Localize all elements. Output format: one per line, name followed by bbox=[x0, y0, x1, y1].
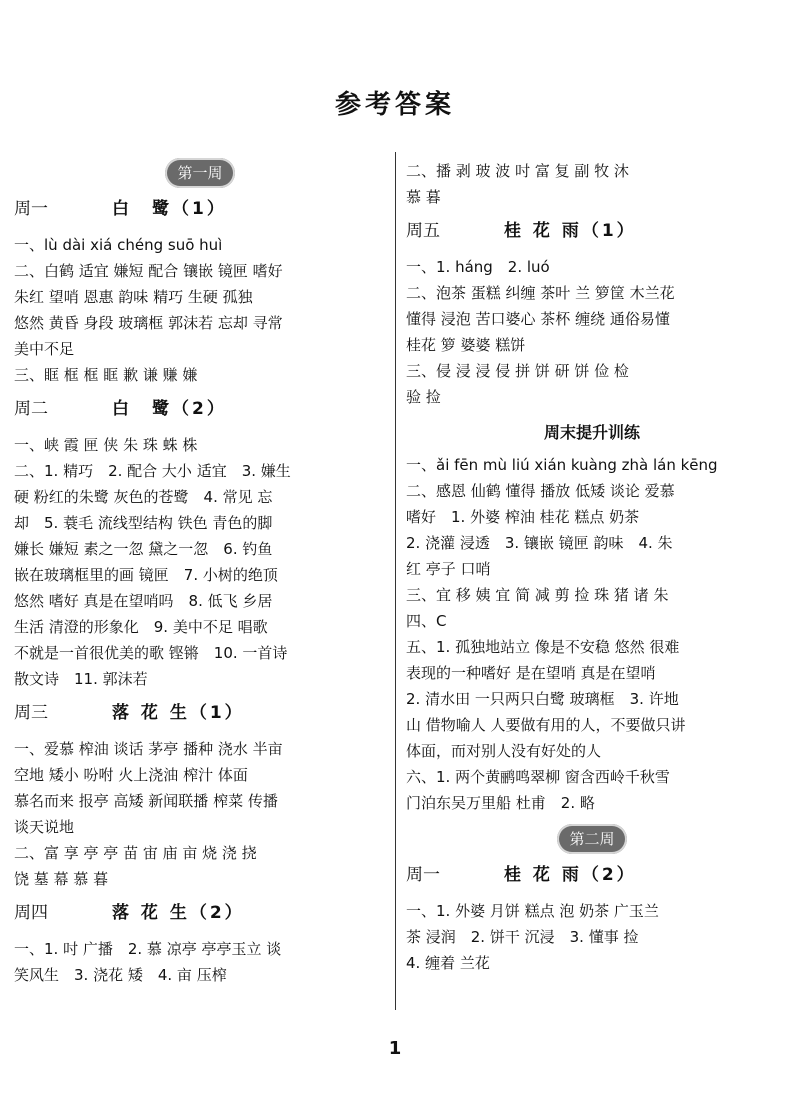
answer-line: 一、峡 霞 匣 侠 朱 珠 蛛 株 bbox=[14, 436, 198, 454]
answer-line: 桂花 箩 婆婆 糕饼 bbox=[406, 336, 526, 354]
answer-line: 一、1. 外婆 月饼 糕点 泡 奶茶 广玉兰 bbox=[406, 902, 659, 920]
answer-line: 慕名而来 报亭 高矮 新闻联播 榨菜 传播 bbox=[14, 792, 278, 810]
answer-line: 硬 粉红的朱鹭 灰色的苍鹭 4. 常见 忘 bbox=[14, 488, 273, 506]
weekend-training-title: 周末提升训练 bbox=[543, 423, 640, 442]
answer-line: 二、感恩 仙鹤 懂得 播放 低矮 谈论 爱慕 bbox=[406, 482, 675, 500]
answer-line: 五、1. 孤独地站立 像是不安稳 悠然 很难 bbox=[406, 638, 680, 656]
answer-line: 一、lù dài xiá chéng suō huì bbox=[14, 236, 223, 254]
week-badge: 第二周 bbox=[557, 824, 627, 854]
lesson-title: 桂 花 雨（2） bbox=[504, 865, 637, 885]
page-number: 1 bbox=[388, 1038, 402, 1059]
answer-line: 悠然 黄昏 身段 玻璃框 郭沫若 忘却 寻常 bbox=[14, 314, 283, 332]
answer-line: 门泊东吴万里船 杜甫 2. 略 bbox=[406, 794, 595, 812]
answer-line: 美中不足 bbox=[14, 340, 75, 358]
answer-line: 嵌在玻璃框里的画 镜匣 7. 小树的绝顶 bbox=[14, 566, 278, 584]
answer-line: 慕 暮 bbox=[406, 188, 441, 206]
page-title: 参考答案 bbox=[334, 90, 455, 120]
column-divider bbox=[395, 152, 396, 1010]
day-header bbox=[14, 396, 386, 422]
answer-line: 二、1. 精巧 2. 配合 大小 适宜 3. 嫌生 bbox=[14, 462, 291, 480]
answer-line: 悠然 嗜好 真是在望哨吗 8. 低飞 乡居 bbox=[14, 592, 273, 610]
answer-line: 二、泡茶 蛋糕 纠缠 茶叶 兰 箩筐 木兰花 bbox=[406, 284, 675, 302]
lesson-title: 桂 花 雨（1） bbox=[504, 221, 637, 241]
answer-line: 一、爱慕 榨油 谈话 茅亭 播种 浇水 半亩 bbox=[14, 740, 283, 758]
answer-line: 生活 清澄的形象化 9. 美中不足 唱歌 bbox=[14, 618, 268, 636]
answer-line: 四、C bbox=[406, 612, 447, 630]
answer-line: 二、富 享 亭 亭 苗 宙 庙 亩 烧 浇 挠 bbox=[14, 844, 257, 862]
answer-line: 体面，而对别人没有好处的人 bbox=[406, 742, 602, 760]
answer-line: 一、ǎi fēn mù liú xián kuàng zhà lán kēng bbox=[406, 456, 718, 474]
answer-line: 茶 浸润 2. 饼干 沉浸 3. 懂事 捡 bbox=[406, 928, 639, 946]
answer-line: 三、侵 浸 浸 侵 拼 饼 研 饼 俭 检 bbox=[406, 362, 629, 380]
answer-line: 三、宜 移 姨 宜 简 减 剪 捡 珠 猪 诸 朱 bbox=[406, 586, 669, 604]
lesson-title: 落 花 生（2） bbox=[112, 903, 245, 923]
day-label: 周三 bbox=[14, 703, 48, 723]
answer-line: 一、1. 吋 广播 2. 慕 凉亭 亭亭玉立 谈 bbox=[14, 940, 282, 958]
day-label: 周二 bbox=[14, 399, 48, 419]
answer-line: 4. 缠着 兰花 bbox=[406, 954, 490, 972]
answer-line: 三、眶 框 框 眶 歉 谦 赚 嫌 bbox=[14, 366, 198, 384]
answer-line: 空地 矮小 吩咐 火上浇油 榨汁 体面 bbox=[14, 766, 248, 784]
answer-line: 一、1. háng 2. luó bbox=[406, 258, 550, 276]
day-header bbox=[406, 862, 778, 888]
left-column bbox=[14, 158, 386, 988]
answer-line: 二、白鹤 适宜 嫌短 配合 镶嵌 镜匣 嗜好 bbox=[14, 262, 283, 280]
day-label: 周四 bbox=[14, 903, 48, 923]
answer-line: 2. 清水田 一只两只白鹭 玻璃框 3. 许地 bbox=[406, 690, 679, 708]
answer-line: 2. 浇灌 浸透 3. 镶嵌 镜匣 韵味 4. 朱 bbox=[406, 534, 673, 552]
day-header bbox=[14, 700, 386, 726]
day-label: 周五 bbox=[406, 221, 440, 241]
answer-line: 不就是一首很优美的歌 铿锵 10. 一首诗 bbox=[14, 644, 288, 662]
day-header bbox=[406, 218, 778, 244]
answer-line: 嗜好 1. 外婆 榨油 桂花 糕点 奶茶 bbox=[406, 508, 640, 526]
answer-line: 笑风生 3. 浇花 矮 4. 亩 压榨 bbox=[14, 966, 227, 984]
answer-line: 饶 墓 幕 慕 暮 bbox=[14, 870, 109, 888]
answer-line: 却 5. 蓑毛 流线型结构 铁色 青色的脚 bbox=[14, 514, 273, 532]
lesson-title: 白 鹭（2） bbox=[112, 399, 227, 419]
spacer bbox=[406, 816, 778, 824]
answer-line: 红 亭子 口哨 bbox=[406, 560, 491, 578]
lesson-title: 白 鹭（1） bbox=[112, 199, 227, 219]
week-badge: 第一周 bbox=[165, 158, 235, 188]
answer-line: 山 借物喻人 人要做有用的人，不要做只讲 bbox=[406, 716, 686, 734]
answer-line: 谈天说地 bbox=[14, 818, 75, 836]
answer-line: 表现的一种嗜好 是在望哨 真是在望哨 bbox=[406, 664, 656, 682]
answer-line: 懂得 浸泡 苦口婆心 茶杯 缠绕 通俗易懂 bbox=[406, 310, 670, 328]
answer-line: 验 捡 bbox=[406, 388, 441, 406]
answer-line: 二、播 剥 玻 波 吋 富 复 副 牧 沐 bbox=[406, 162, 629, 180]
answer-line: 六、1. 两个黄鹂鸣翠柳 窗含西岭千秋雪 bbox=[406, 768, 670, 786]
day-label: 周一 bbox=[14, 199, 48, 219]
day-header bbox=[14, 900, 386, 926]
lesson-title: 落 花 生（1） bbox=[112, 703, 245, 723]
answer-line: 嫌长 嫌短 素之一忽 黛之一忽 6. 钓鱼 bbox=[14, 540, 273, 558]
answer-line: 散文诗 11. 郭沫若 bbox=[14, 670, 148, 688]
day-label: 周一 bbox=[406, 865, 440, 885]
right-column bbox=[406, 158, 778, 976]
day-header bbox=[14, 196, 386, 222]
answer-line: 朱红 望哨 恩惠 韵味 精巧 生硬 孤独 bbox=[14, 288, 253, 306]
